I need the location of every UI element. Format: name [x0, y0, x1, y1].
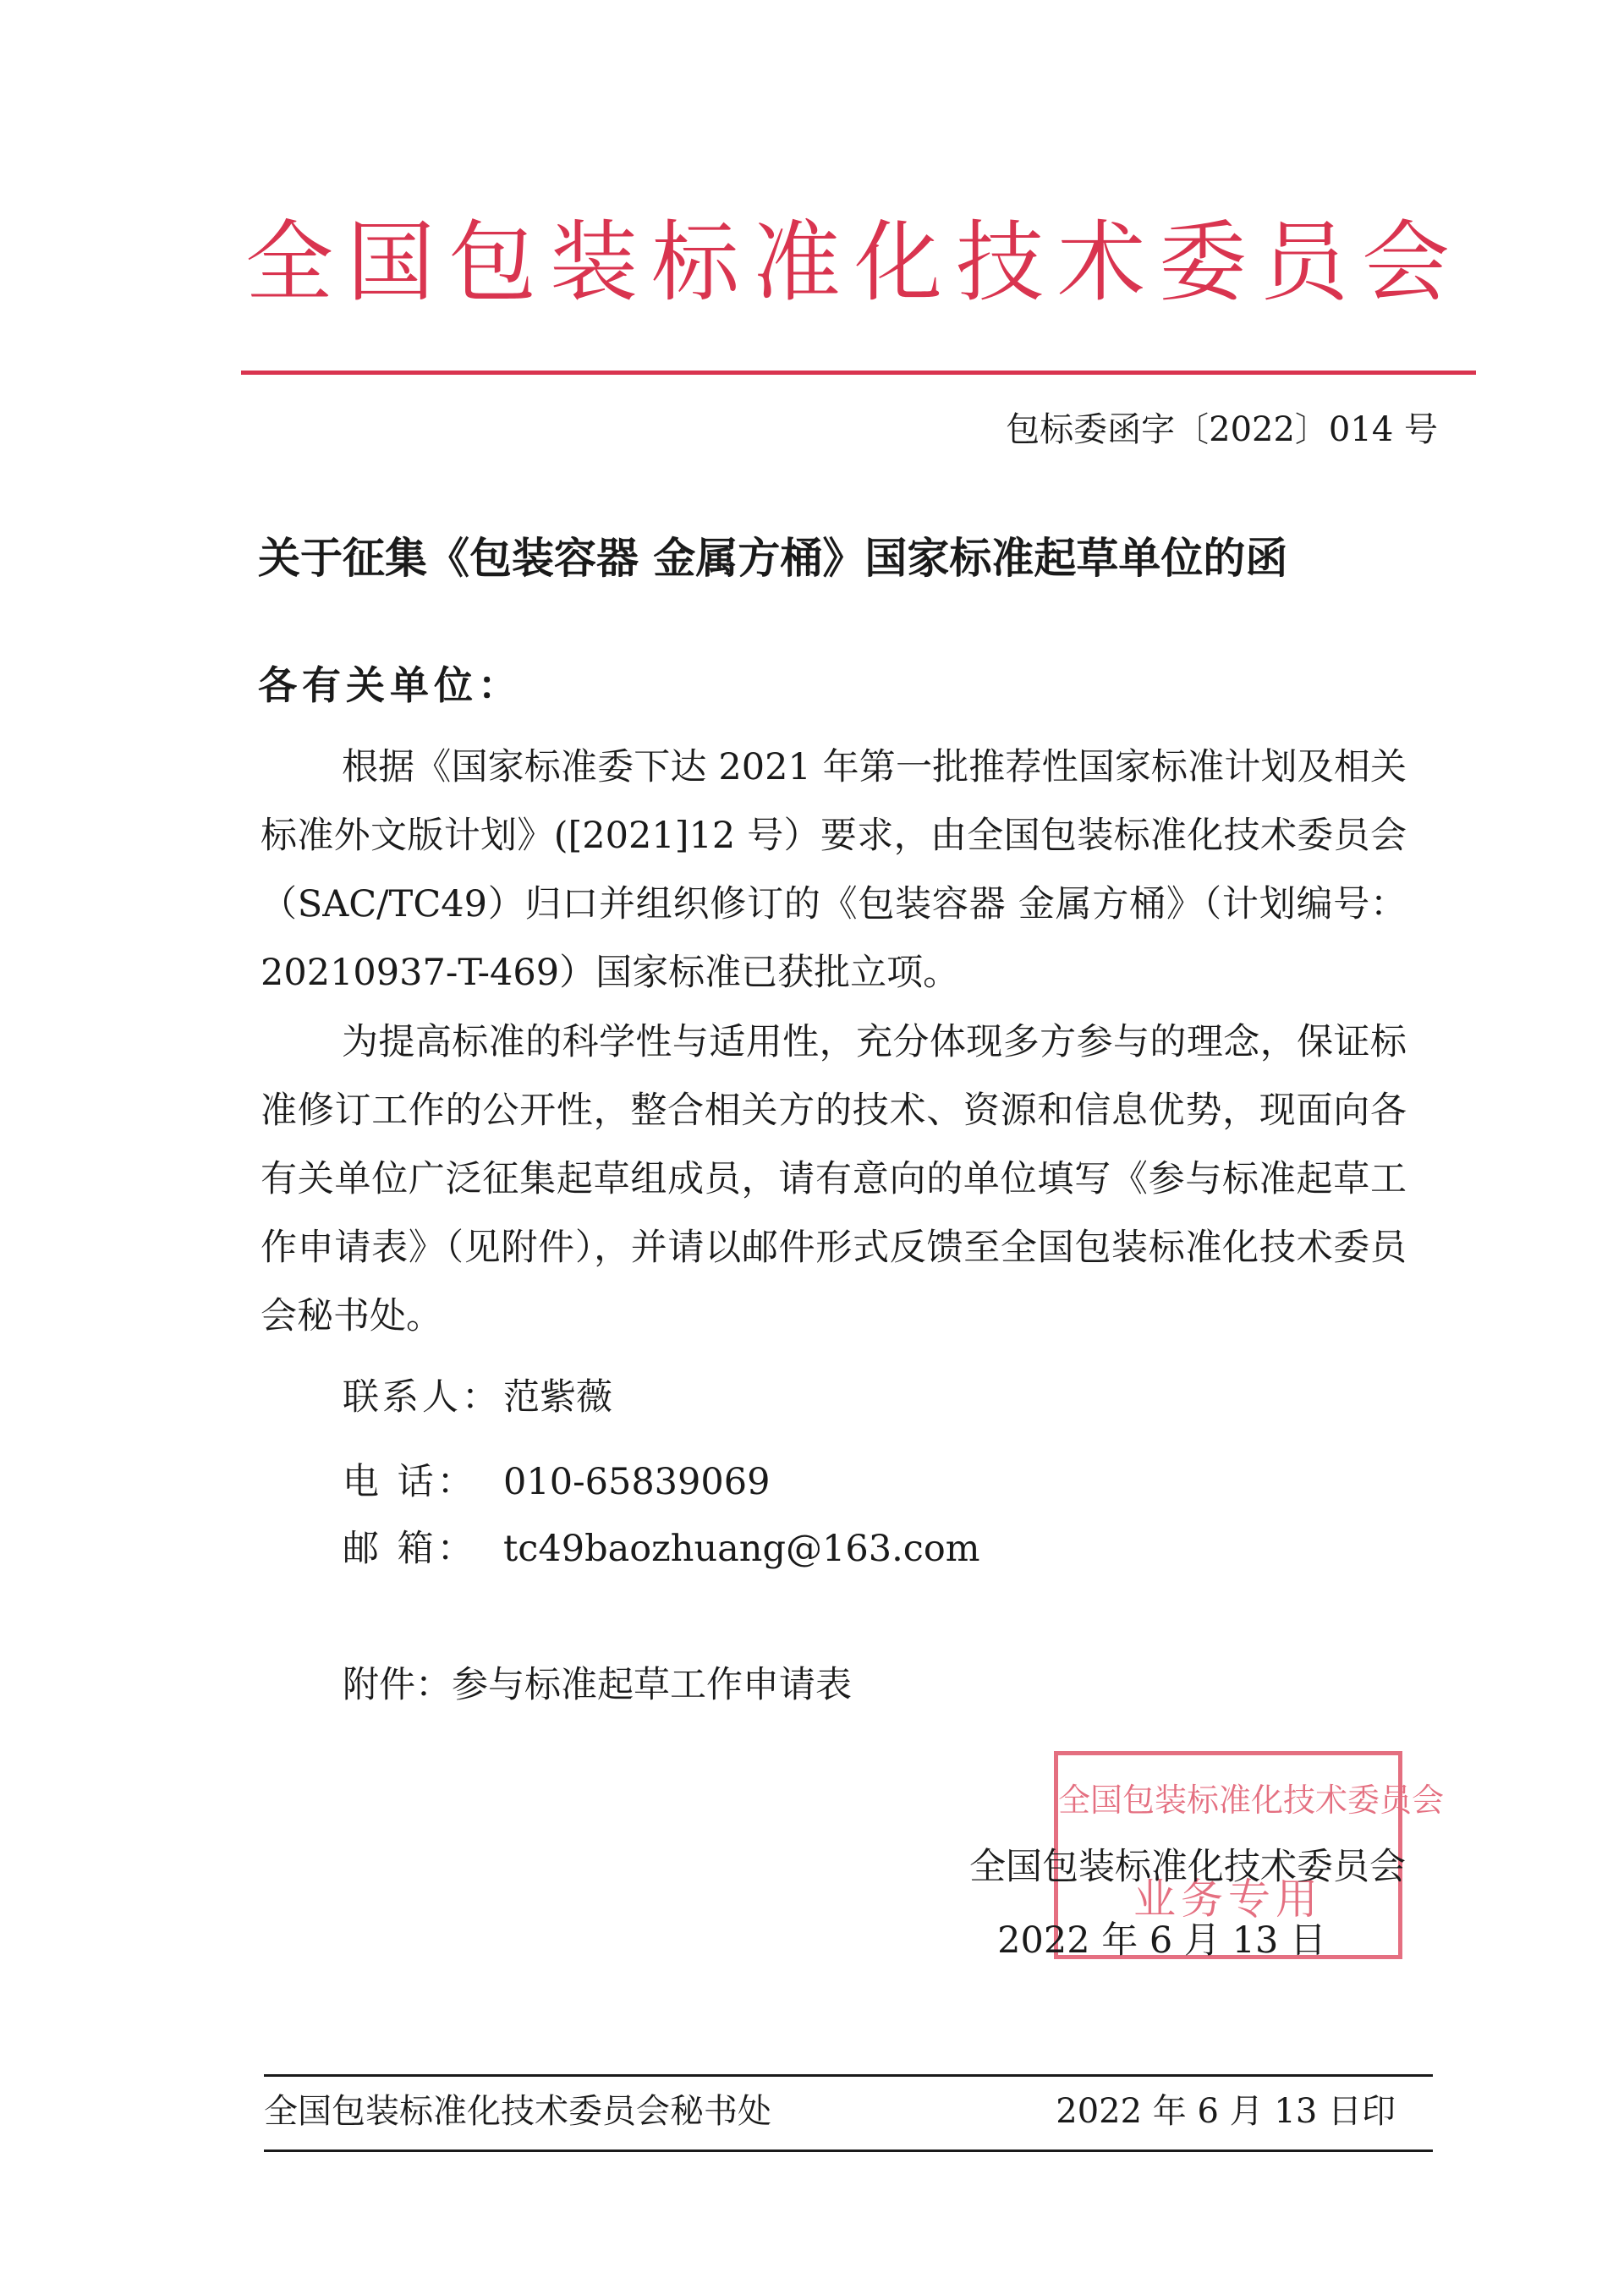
footer-issuer: 全国包装标准化技术委员会秘书处 [264, 2092, 771, 2131]
contact-phone-label: 电 话： [343, 1461, 477, 1503]
contact-email[interactable]: tc49baozhuang@163.com [503, 1528, 980, 1570]
footer-rule-top [264, 2074, 1433, 2077]
document-title: 关于征集《包装容器 金属方桶》国家标准起草单位的函 [258, 534, 1288, 583]
contact-person: 范紫薇 [503, 1376, 612, 1419]
stamp-purpose-text: 业务专用 [1133, 1875, 1323, 1924]
footer-rule-bottom [264, 2150, 1433, 2152]
signature-date: 2022 年 6 月 13 日 [997, 1919, 1326, 1962]
body-paragraph-1: 根据《国家标准委下达 2021 年第一批推荐性国家标准计划及相关标准外文版计划》([2021]12 号）要求，由全国包装标准化技术委员会（SAC/TC49）归口并组织修订的《包装容器 金属方桶》（计划编号：20210937-T-469）国家标准已获批立项。 [261, 746, 1407, 994]
document-number: 包标委函字〔2022〕014 号 [1006, 410, 1438, 449]
salutation: 各有关单位： [258, 662, 522, 708]
footer-print-date: 2022 年 6 月 13 日印 [1056, 2092, 1396, 2131]
contact-person-label: 联系人： [343, 1376, 502, 1419]
signature-org: 全国包装标准化技术委员会 [969, 1846, 1406, 1888]
contact-email-label: 邮 箱： [343, 1528, 477, 1570]
contact-phone: 010-65839069 [503, 1461, 771, 1503]
contact-phone-row [343, 1455, 770, 1509]
contact-email-row [343, 1522, 980, 1576]
letterhead-divider [241, 371, 1476, 375]
letterhead-org-name: 全国包装标准化技术委员会 [245, 211, 1464, 314]
body-paragraph-2: 为提高标准的科学性与适用性，充分体现多方参与的理念，保证标准修订工作的公开性，整合相关方的技术、资源和信息优势，现面向各有关单位广泛征集起草组成员，请有意向的单位填写《参与标准起草工作申请表》（见附件），并请以邮件形式反馈至全国包装标准化技术委员会秘书处。 [261, 1021, 1407, 1337]
contact-person-row [343, 1370, 612, 1425]
stamp-org-text: 全国包装标准化技术委员会 [1058, 1782, 1445, 1819]
attachment-note: 附件：参与标准起草工作申请表 [343, 1664, 852, 1706]
